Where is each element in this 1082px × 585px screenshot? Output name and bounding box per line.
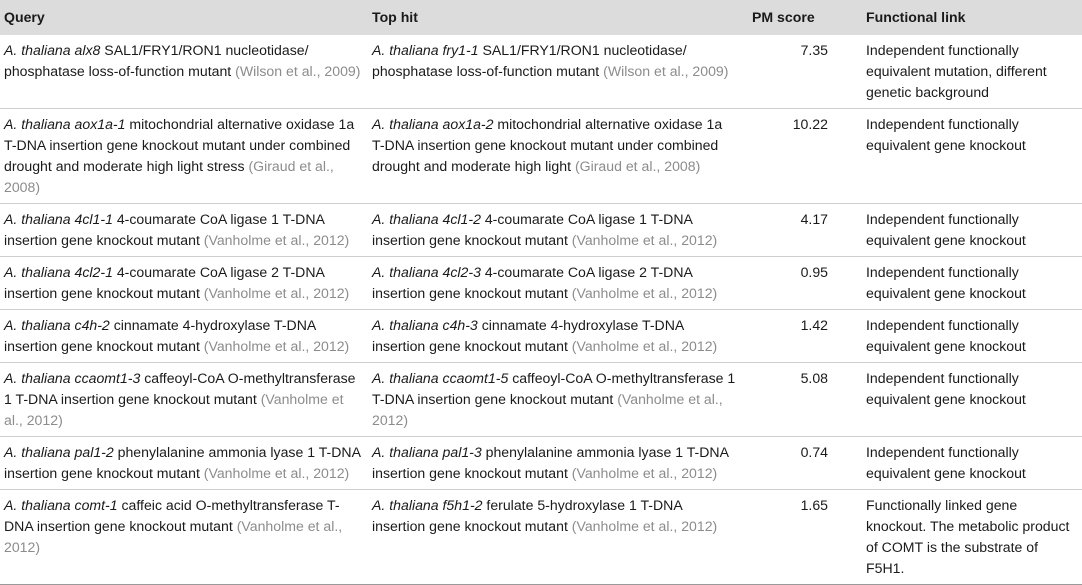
hit-description: ferulate 5-hydroxylase 1 T-DNA insertion gene knockout mutant (372, 497, 682, 534)
top-hit-cell (368, 257, 740, 310)
hit-species: A. thaliana 4cl2-3 (372, 264, 481, 280)
query-cell (0, 310, 368, 363)
table-row (0, 310, 1082, 363)
query-species: A. thaliana pal1-2 (4, 444, 114, 460)
functional-link-cell: Independent functionally equivalent gene knockout (852, 109, 1082, 204)
table-row (0, 363, 1082, 437)
query-description: caffeoyl-CoA O-methyltransferase 1 T-DNA insertion gene knockout mutant (4, 370, 356, 407)
functional-link-cell: Independent functionally equivalent gene knockout (852, 363, 1082, 437)
hit-description: mitochondrial alternative oxidase 1a T-DNA insertion gene knockout mutant under combined drought and moderate high light (372, 116, 723, 174)
top-hit-cell (368, 310, 740, 363)
query-reference[interactable]: (Vanholme et al., 2012) (203, 338, 350, 354)
query-description: mitochondrial alternative oxidase 1a T-DNA insertion gene knockout mutant under combined drought and moderate high light stress (4, 116, 355, 174)
hit-reference[interactable]: (Wilson et al., 2009) (603, 63, 729, 79)
top-hit-cell (368, 363, 740, 437)
functional-link-cell: Independent functionally equivalent mutation, different genetic background (852, 35, 1082, 109)
pm-score-cell: 4.17 (740, 204, 852, 257)
query-description: 4-coumarate CoA ligase 2 T-DNA insertion gene knockout mutant (4, 264, 325, 301)
hit-description: 4-coumarate CoA ligase 1 T-DNA insertion gene knockout mutant (372, 211, 693, 248)
hit-reference[interactable]: (Vanholme et al., 2012) (571, 518, 718, 534)
query-reference[interactable]: (Vanholme et al., 2012) (203, 465, 350, 481)
hit-species: A. thaliana c4h-3 (372, 317, 478, 333)
query-reference[interactable]: (Wilson et al., 2009) (235, 63, 361, 79)
query-reference[interactable]: (Giraud et al., 2008) (4, 158, 334, 195)
table-row (0, 257, 1082, 310)
query-cell (0, 490, 368, 585)
hit-species: A. thaliana fry1-1 (372, 42, 479, 58)
query-description: SAL1/FRY1/RON1 nucleotidase/ phosphatase loss-of-function mutant (4, 42, 309, 79)
table-row (0, 35, 1082, 109)
hit-reference[interactable]: (Vanholme et al., 2012) (571, 338, 718, 354)
query-cell (0, 437, 368, 490)
table-row (0, 204, 1082, 257)
hit-description: phenylalanine ammonia lyase 1 T-DNA insertion gene knockout mutant (372, 444, 729, 481)
header-top-hit: Top hit (372, 9, 418, 25)
hit-reference[interactable]: (Vanholme et al., 2012) (372, 391, 723, 428)
hit-description: cinnamate 4-hydroxylase T-DNA insertion gene knockout mutant (372, 317, 684, 354)
query-species: A. thaliana c4h-2 (4, 317, 110, 333)
hit-reference[interactable]: (Vanholme et al., 2012) (571, 285, 718, 301)
hit-species: A. thaliana aox1a-2 (372, 116, 494, 132)
query-description: phenylalanine ammonia lyase 1 T-DNA insertion gene knockout mutant (4, 444, 361, 481)
pm-score-cell: 5.08 (740, 363, 852, 437)
pm-score-cell: 0.95 (740, 257, 852, 310)
top-hit-cell (368, 437, 740, 490)
query-reference[interactable]: (Vanholme et al., 2012) (4, 391, 344, 428)
query-cell (0, 109, 368, 204)
hit-description: 4-coumarate CoA ligase 2 T-DNA insertion gene knockout mutant (372, 264, 693, 301)
pm-score-cell: 1.42 (740, 310, 852, 363)
query-cell (0, 363, 368, 437)
hit-reference[interactable]: (Vanholme et al., 2012) (571, 465, 718, 481)
query-species: A. thaliana 4cl2-1 (4, 264, 113, 280)
query-species: A. thaliana comt-1 (4, 497, 118, 513)
functional-link-cell: Functionally linked gene knockout. The metabolic product of COMT is the substrate of F5H1. (852, 490, 1082, 585)
pm-score-cell: 1.65 (740, 490, 852, 585)
functional-link-cell: Independent functionally equivalent gene knockout (852, 204, 1082, 257)
table-row (0, 490, 1082, 585)
header-functional-link: Functional link (866, 9, 966, 25)
hit-species: A. thaliana ccaomt1-5 (372, 370, 509, 386)
table-row (0, 109, 1082, 204)
query-cell (0, 257, 368, 310)
pm-score-cell: 0.74 (740, 437, 852, 490)
table-row (0, 437, 1082, 490)
query-species: A. thaliana alx8 (4, 42, 101, 58)
query-species: A. thaliana aox1a-1 (4, 116, 126, 132)
top-hit-cell (368, 109, 740, 204)
query-reference[interactable]: (Vanholme et al., 2012) (203, 232, 350, 248)
hit-description: SAL1/FRY1/RON1 nucleotidase/ phosphatase loss-of-function mutant (372, 42, 687, 79)
header-row (0, 0, 1082, 35)
hit-reference[interactable]: (Giraud et al., 2008) (574, 158, 701, 174)
query-species: A. thaliana 4cl1-1 (4, 211, 113, 227)
pm-score-cell: 10.22 (740, 109, 852, 204)
hit-species: A. thaliana 4cl1-2 (372, 211, 481, 227)
query-description: caffeic acid O-methyltransferase T-DNA insertion gene knockout mutant (4, 497, 340, 534)
hit-description: caffeoyl-CoA O-methyltransferase 1 T-DNA insertion gene knockout mutant (372, 370, 736, 407)
header-pm-score: PM score (752, 9, 815, 25)
hit-reference[interactable]: (Vanholme et al., 2012) (571, 232, 718, 248)
query-description: cinnamate 4-hydroxylase T-DNA insertion gene knockout mutant (4, 317, 316, 354)
top-hit-cell (368, 35, 740, 109)
hit-species: A. thaliana pal1-3 (372, 444, 482, 460)
query-reference[interactable]: (Vanholme et al., 2012) (4, 518, 343, 555)
query-cell (0, 35, 368, 109)
query-description: 4-coumarate CoA ligase 1 T-DNA insertion gene knockout mutant (4, 211, 325, 248)
header-query: Query (4, 9, 45, 25)
functional-link-cell: Independent functionally equivalent gene knockout (852, 257, 1082, 310)
functional-link-cell: Independent functionally equivalent gene knockout (852, 437, 1082, 490)
query-reference[interactable]: (Vanholme et al., 2012) (203, 285, 350, 301)
functional-link-cell: Independent functionally equivalent gene knockout (852, 310, 1082, 363)
query-species: A. thaliana ccaomt1-3 (4, 370, 141, 386)
pm-score-cell: 7.35 (740, 35, 852, 109)
top-hit-cell (368, 490, 740, 585)
query-cell (0, 204, 368, 257)
top-hit-cell (368, 204, 740, 257)
hit-species: A. thaliana f5h1-2 (372, 497, 483, 513)
